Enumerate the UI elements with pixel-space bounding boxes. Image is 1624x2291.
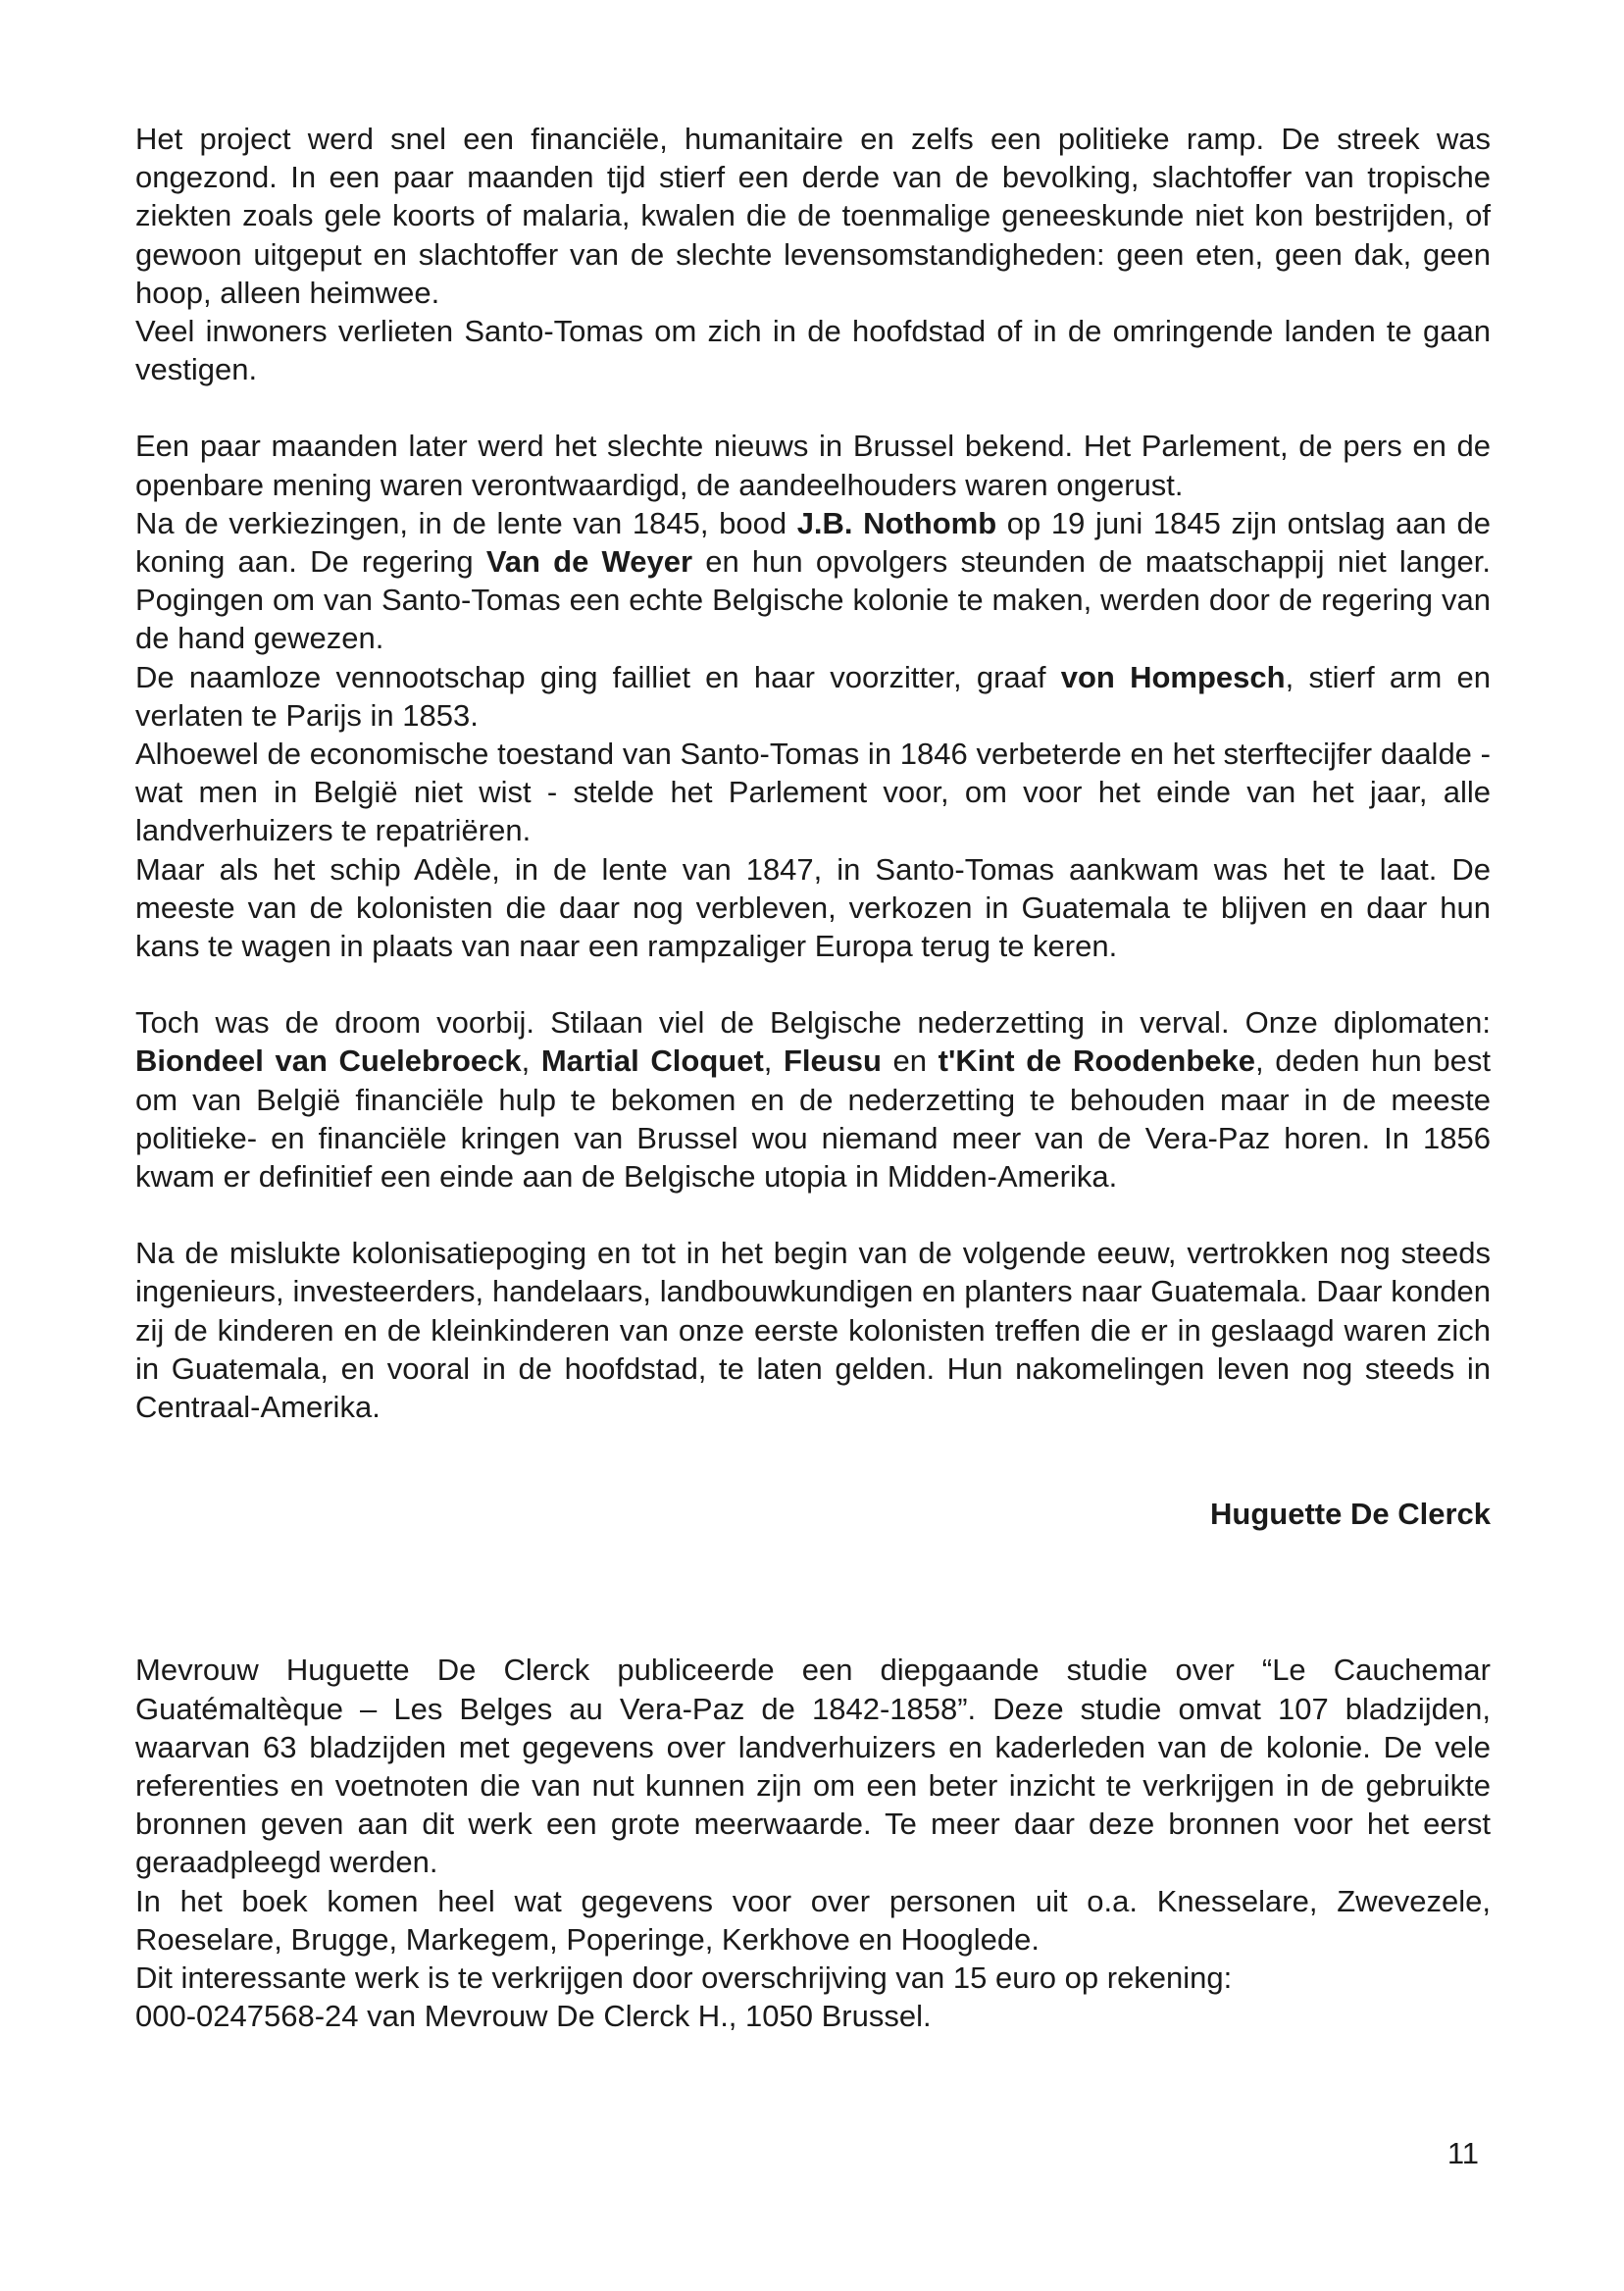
bold-name: von Hompesch: [1060, 659, 1286, 694]
text-line: Dit interessante werk is te verkrijgen door overschrijving van 15 euro op rekening:: [135, 1960, 1233, 1995]
text-line: Het project werd snel een financiële, humanitaire en zelfs een politieke ramp. De streek was ongezond. In een paar maanden tijd stierf een derde van de bevolking, slachtoffer van tropische ziekten zoals gele koorts of malaria, kwalen die de toenmalige geneeskunde niet kon bestrijden, of gewoon uitgeput en slachtoffer van de slechte levensomstandigheden: geen eten, geen dak, geen hoop, alleen heimwee.: [135, 122, 1491, 310]
text-line: De naamloze vennootschap ging failliet en haar voorzitter, graaf von Hompesch, stierf arm en verlaten te Parijs in 1853.: [135, 659, 1491, 733]
author-signature: Huguette De Clerck: [1210, 1497, 1491, 1532]
text-line: Veel inwoners verlieten Santo-Tomas om zich in de hoofdstad of in de omringende landen te gaan vestigen.: [135, 314, 1491, 387]
bold-name: Fleusu: [784, 1044, 882, 1079]
text-line: Maar als het schip Adèle, in de lente van 1847, in Santo-Tomas aankwam was het te laat. De meeste van de kolonisten die daar nog verbleven, verkozen in Guatemala te blijven en daar hun kans te wagen in plaats van naar een rampzaliger Europa terug te keren.: [135, 851, 1491, 964]
page-number: 11: [1446, 2136, 1479, 2170]
paragraph-project-ramp: [135, 120, 1491, 388]
text-line: Na de verkiezingen, in de lente van 1845, bood J.B. Nothomb op 19 juni 1845 zijn ontslag aan de koning aan. De regering Van de Weyer en hun opvolgers steunden de maatschappij niet langer. Pogingen om van Santo-Tomas een echte Belgische kolonie te maken, werden door de regering van de hand gewezen.: [135, 505, 1491, 656]
paragraph-book-note: [135, 1651, 1491, 2035]
paragraph-mislukte-kolonisatie: Na de mislukte kolonisatiepoging en tot in het begin van de volgende eeuw, vertrokken nog steeds ingenieurs, investeerders, handelaars, landbouwkundigen en planters naar Guatemala. Daar konden zij de kinderen en de kleinkinderen van onze eerste kolonisten treffen die er in geslaagd waren zich in Guatemala, en vooral in de hoofdstad, te laten gelden. Hun nakomelingen leven nog steeds in Centraal-Amerika.: [135, 1236, 1491, 1425]
text-line: 000-0247568-24 van Mevrouw De Clerck H., 1050 Brussel.: [135, 1999, 932, 2034]
text-line: Alhoewel de economische toestand van Santo-Tomas in 1846 verbeterde en het sterftecijfer daalde - wat men in België niet wist - stelde het Parlement voor, om voor het einde van het jaar, alle landverhuizers te repatriëren.: [135, 737, 1491, 848]
document-page: [135, 120, 1491, 2035]
bold-name: Martial Cloquet: [540, 1044, 764, 1079]
paragraph-droom-voorbij: Toch was de droom voorbij. Stilaan viel de Belgische nederzetting in verval. Onze diplomaten: Biondeel van Cuelebroeck, Martial Cloquet, Fleusu en t'Kint de Roodenbeke, deden hun best om van België financiële hulp te bekomen en de nederzetting te behouden maar in de meeste politieke- en financiële kringen van Brussel wou niemand meer van de Vera-Paz horen. In 1856 kwam er definitief een einde aan de Belgische utopia in Midden-Amerika.: [135, 1005, 1491, 1195]
paragraph-brussel-nieuws: [135, 427, 1491, 965]
bold-name: Van de Weyer: [485, 544, 693, 580]
bold-name: Biondeel van Cuelebroeck: [135, 1044, 522, 1079]
bold-name: t'Kint de Roodenbeke: [938, 1044, 1256, 1079]
text-line: Een paar maanden later werd het slechte nieuws in Brussel bekend. Het Parlement, de pers en de openbare mening waren verontwaardigd, de aandeelhouders waren ongerust.: [135, 429, 1491, 502]
text-line: Mevrouw Huguette De Clerck publiceerde een diepgaande studie over “Le Cauchemar Guatémaltèque – Les Belges au Vera-Paz de 1842-1858”. Deze studie omvat 107 bladzijden, waarvan 63 bladzijden met gegevens over landverhuizers en kaderleden van de kolonie. De vele referenties en voetnoten die van nut kunnen zijn om een beter inzicht te verkrijgen in de gebruikte bronnen geven aan dit werk een grote meerwaarde. Te meer daar deze bronnen voor het eerst geraadpleegd werden.: [135, 1653, 1491, 1880]
text-line: In het boek komen heel wat gegevens voor over personen uit o.a. Knesselare, Zwevezele, Roeselare, Brugge, Markegem, Poperinge, Kerkhove en Hooglede.: [135, 1883, 1491, 1957]
bold-name: J.B. Nothomb: [796, 505, 997, 540]
